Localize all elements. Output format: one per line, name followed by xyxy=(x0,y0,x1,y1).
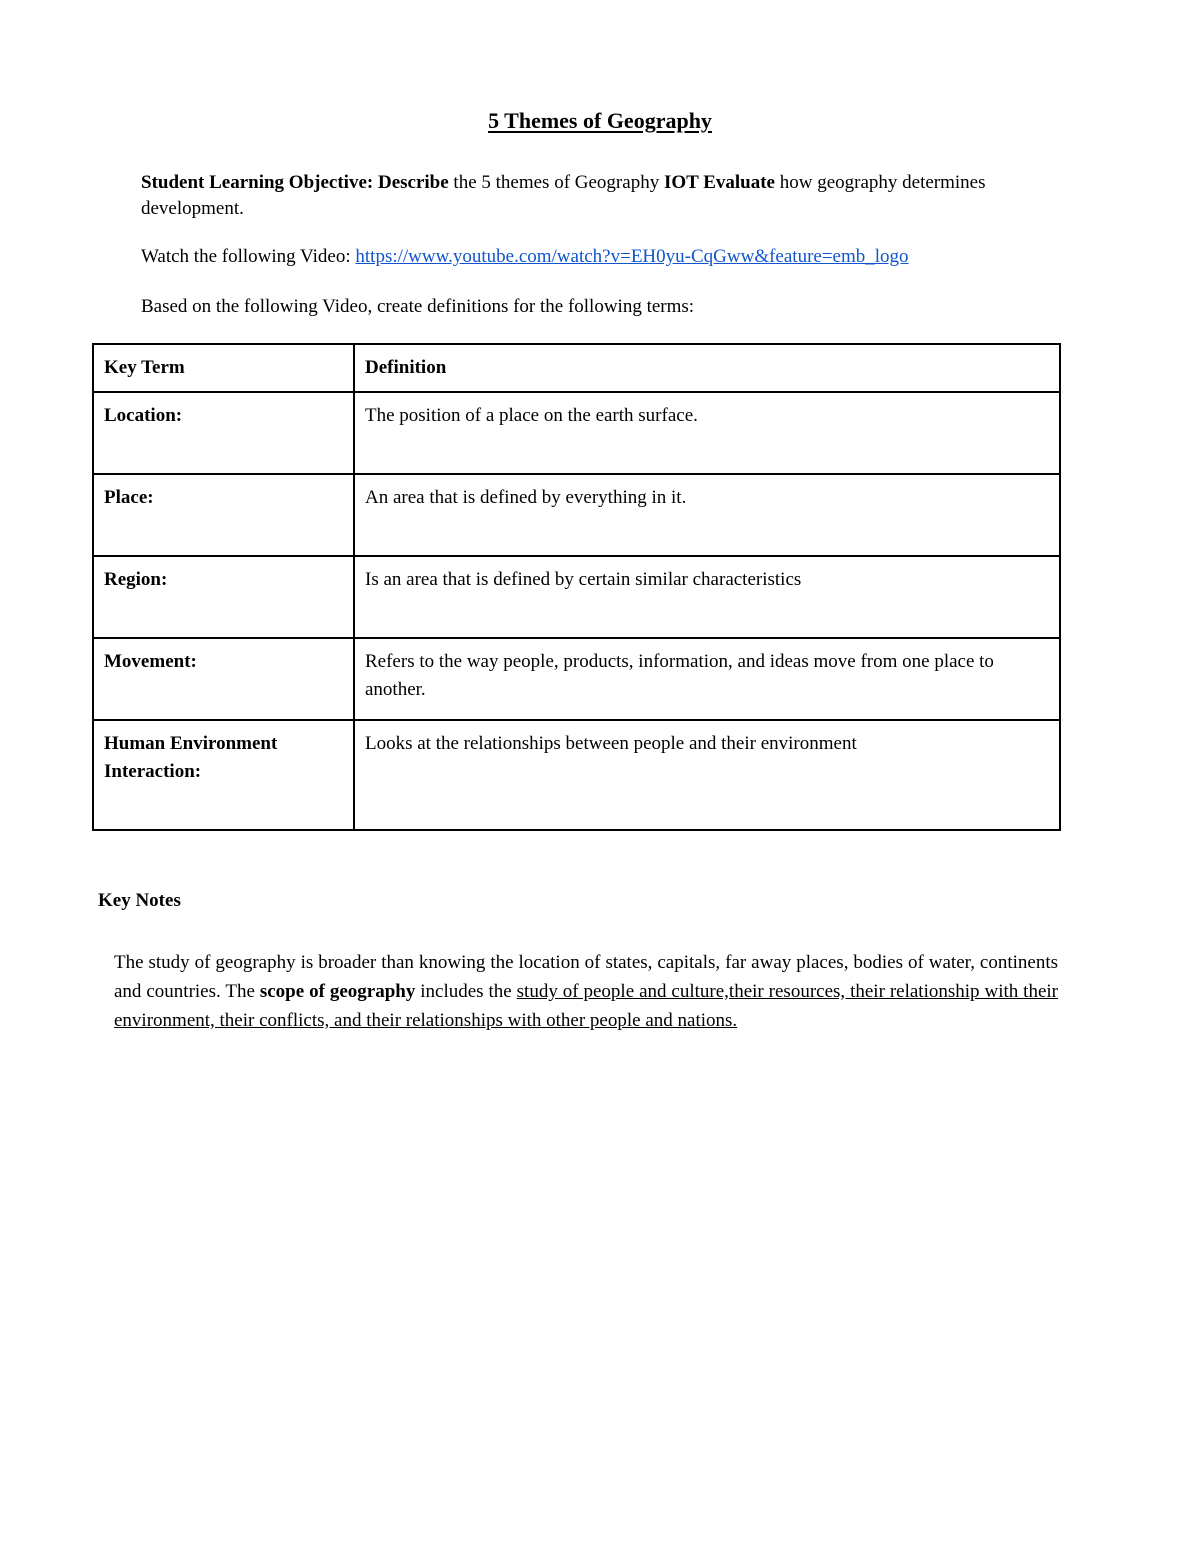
definition-human-environment-interaction: Looks at the relationships between people and their environment xyxy=(354,720,1060,830)
term-region: Region: xyxy=(93,556,354,638)
definition-place: An area that is defined by everything in it. xyxy=(354,474,1060,556)
notes-text-mid: includes the xyxy=(415,981,517,1002)
term-human-environment-interaction: Human Environment Interaction: xyxy=(93,720,354,830)
table-row xyxy=(93,392,1060,474)
definition-movement: Refers to the way people, products, information, and ideas move from one place to another. xyxy=(354,638,1060,720)
page-title: 5 Themes of Geography xyxy=(488,108,712,133)
table-row xyxy=(93,720,1060,830)
objective-text-2: how geography determines development. xyxy=(141,172,986,219)
video-prefix: Watch the following Video: xyxy=(141,246,356,267)
table-row xyxy=(93,556,1060,638)
key-terms-table xyxy=(92,343,1061,831)
term-place: Place: xyxy=(93,474,354,556)
objective-verb-evaluate: IOT Evaluate xyxy=(663,172,775,193)
notes-underlined-text: study of people and culture,their resources, their relationship with their environment, their conflicts, and their relationships with other people and nations. xyxy=(114,981,1058,1031)
objective-text-1: the 5 themes of Geography xyxy=(448,172,664,193)
header-definition: Definition xyxy=(354,344,1060,392)
instructions: Based on the following Video, create definitions for the following terms: xyxy=(141,296,695,317)
definition-region: Is an area that is defined by certain similar characteristics xyxy=(354,556,1060,638)
term-movement: Movement: xyxy=(93,638,354,720)
objective-label: Student Learning Objective: xyxy=(141,172,374,193)
key-notes-paragraph xyxy=(114,948,1058,1035)
video-line xyxy=(141,244,1041,270)
table-header-row xyxy=(93,344,1060,392)
objective-verb-describe: Describe xyxy=(377,172,449,193)
key-notes-heading: Key Notes xyxy=(98,890,181,911)
video-link[interactable]: https://www.youtube.com/watch?v=EH0yu-CqGww&feature=emb_logo xyxy=(355,246,909,267)
table-row xyxy=(93,638,1060,720)
term-location: Location: xyxy=(93,392,354,474)
table-row xyxy=(93,474,1060,556)
header-key-term: Key Term xyxy=(93,344,354,392)
notes-bold-scope: scope of geography xyxy=(259,981,416,1002)
learning-objective xyxy=(141,170,1041,222)
notes-text-start: The study of geography is broader than knowing the location of states, capitals, far away places, bodies of water, continents and countries. The xyxy=(114,952,1058,1002)
definition-location: The position of a place on the earth surface. xyxy=(354,392,1060,474)
